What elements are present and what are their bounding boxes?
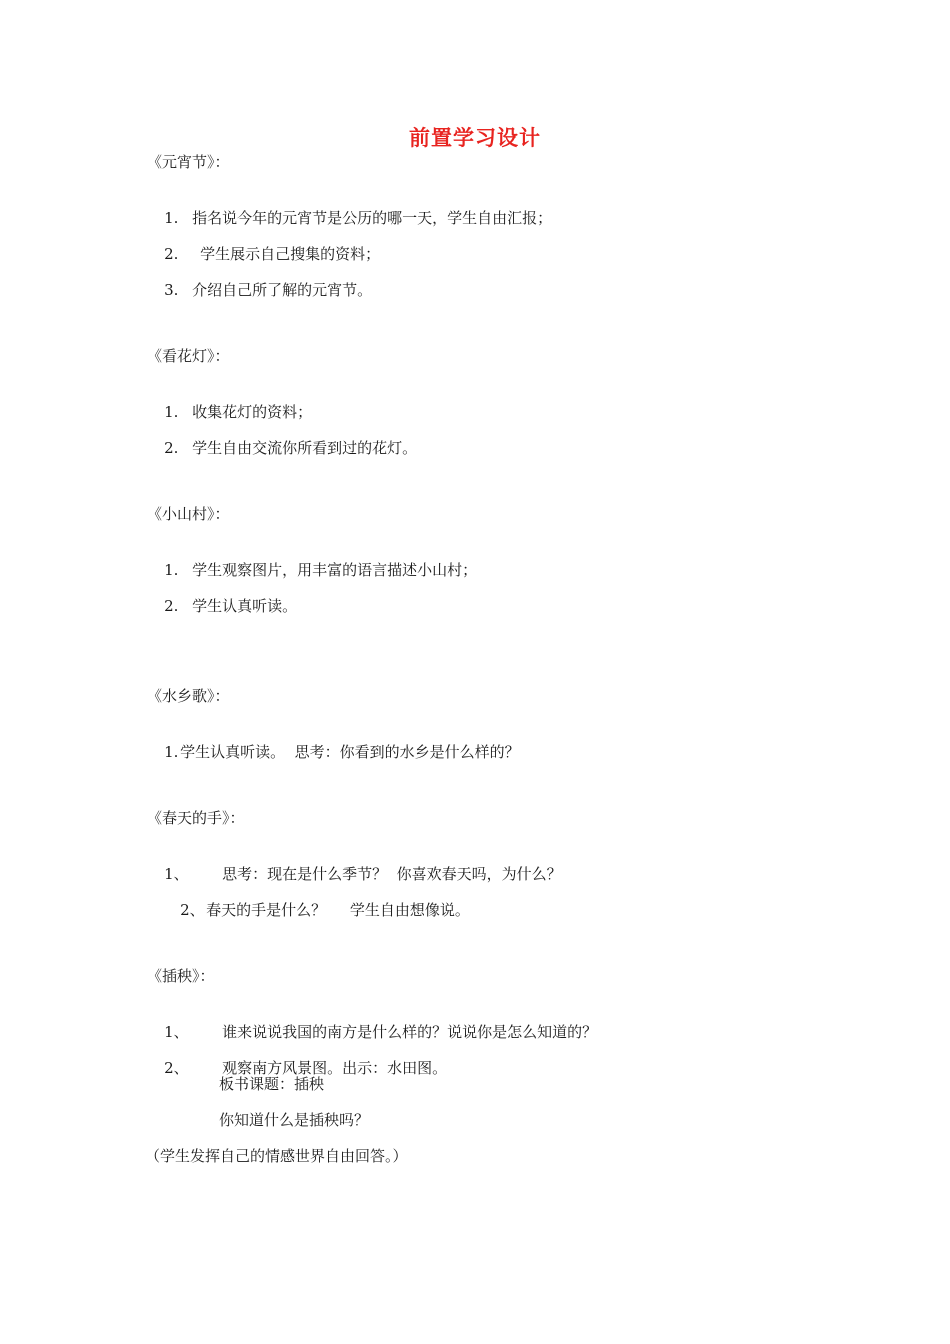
item-number: 2、 xyxy=(180,901,205,919)
item-text: 学生自由交流你所看到过的花灯。 xyxy=(192,439,418,457)
item-text: 谁来说说我国的南方是什么样的？说说你是怎么知道的？ xyxy=(222,1023,598,1041)
list-item xyxy=(145,722,520,782)
item-number: 1、 xyxy=(164,1023,189,1041)
list-item xyxy=(145,418,417,478)
item-number: 2、 xyxy=(164,1059,189,1077)
list-item xyxy=(161,880,470,940)
extra-line: 板书课题：插秧 xyxy=(219,1075,325,1093)
item-number: 2. xyxy=(164,245,179,263)
section-heading-xiaoshancun: 《小山村》： xyxy=(147,505,230,523)
item-text: 学生展示自己搜集的资料； xyxy=(200,245,381,263)
item-text: 指名说今年的元宵节是公历的哪一天，学生自由汇报； xyxy=(192,209,553,227)
item-number: 2. xyxy=(164,439,179,457)
section-heading-yuanxiaojie: 《元宵节》： xyxy=(147,153,230,171)
section-heading-shuixiangge: 《水乡歌》： xyxy=(147,687,230,705)
item-number: 1. xyxy=(164,403,179,421)
item-text: 思考：现在是什么季节？ 你喜欢春天吗，为什么？ xyxy=(222,865,562,883)
extra-line: 你知道什么是插秧吗？ xyxy=(219,1111,370,1129)
list-item xyxy=(145,576,297,636)
item-number: 1、 xyxy=(164,865,189,883)
item-text: 学生认真听读。 xyxy=(192,597,298,615)
item-text: 学生认真听读。 思考：你看到的水乡是什么样的？ xyxy=(180,743,520,761)
section-heading-chayang: 《插秧》： xyxy=(147,967,215,985)
list-item xyxy=(145,260,372,320)
item-text: 学生观察图片，用丰富的语言描述小山村； xyxy=(192,561,478,579)
item-text: 介绍自己所了解的元宵节。 xyxy=(192,281,373,299)
item-number: 1. xyxy=(164,743,179,761)
item-number: 2. xyxy=(164,597,179,615)
item-number: 1. xyxy=(164,209,179,227)
item-text: 春天的手是什么？ 学生自由想像说。 xyxy=(206,901,470,919)
closing-note: （学生发挥自己的情感世界自由回答。） xyxy=(145,1147,408,1165)
item-number: 1. xyxy=(164,561,179,579)
item-number: 3. xyxy=(164,281,179,299)
section-heading-kanhuadeng: 《看花灯》： xyxy=(147,347,230,365)
document-title: 前置学习设计 xyxy=(409,126,541,150)
item-text: 收集花灯的资料； xyxy=(192,403,313,421)
item-text: 观察南方风景图。出示：水田图。 xyxy=(222,1059,448,1077)
section-heading-chuntiandeshou: 《春天的手》： xyxy=(147,809,245,827)
